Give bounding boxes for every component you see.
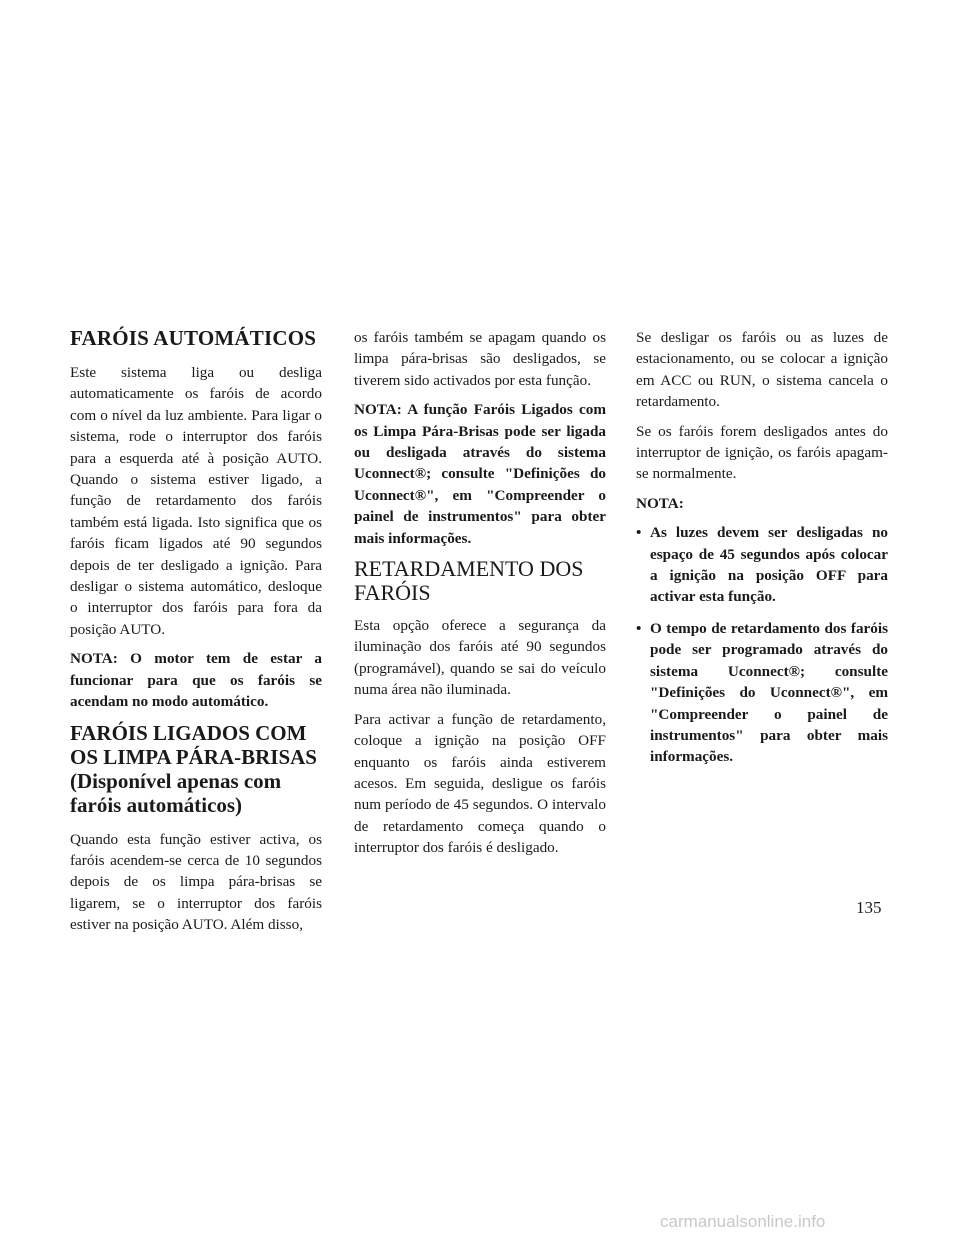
- page-number: 135: [856, 898, 882, 917]
- paragraph-wiper-continued: os faróis também se apagam quando os limpa pára-brisas são desligados, se tiverem sido activados por esta função.: [354, 329, 606, 389]
- heading-auto-headlights: FARÓIS AUTOMÁTICOS: [70, 326, 317, 350]
- bullet-icon: •: [636, 619, 642, 637]
- paragraph-delay-description: Esta opção oferece a segurança da iluminação dos faróis até 90 segundos (programável), quando se sai do veículo numa área não iluminada.: [354, 617, 606, 699]
- heading-wiper-headlights: FARÓIS LIGADOS COM OS LIMPA PÁRA-BRISAS: [70, 720, 317, 769]
- note-uconnect-wiper: NOTA: A função Faróis Ligados com os Limpa Pára-Brisas pode ser ligada ou desligada através do sistema Uconnect®; consulte "Definições do Uconnect®", em "Compreender o painel de instrumentos" para obter mais informações.: [354, 401, 606, 547]
- column-right: [636, 327, 888, 778]
- subheading-availability: (Disponível apenas com faróis automáticos): [70, 768, 282, 817]
- list-item: [636, 618, 888, 768]
- paragraph-wiper-headlights: Quando esta função estiver activa, os faróis acendem-se cerca de 10 segundos depois de os limpa pára-brisas se ligarem, se o interruptor dos faróis estiver na posição AUTO. Além disso,: [70, 830, 322, 934]
- footer-watermark: carmanualsonline.info: [660, 1212, 826, 1231]
- column-left: [70, 322, 322, 944]
- paragraph-cancel-delay: Se desligar os faróis ou as luzes de estacionamento, ou se colocar a ignição em ACC ou RUN, o sistema cancela o retardamento.: [636, 329, 888, 411]
- paragraph-auto-headlights: Este sistema liga ou desliga automaticamente os faróis de acordo com o nível da luz ambiente. Para ligar o sistema, rode o interruptor dos faróis para a esquerda até à posição AUTO. Quando o sistema estiver ligado, a função de retardamento dos faróis também está ligada. Isto significa que os faróis ficam ligados até 90 segundos depois de ter desligado a ignição. Para desligar o sistema automático, desloque o interruptor dos faróis para fora da posição AUTO.: [70, 364, 322, 638]
- heading-headlight-delay: RETARDAMENTO DOS FARÓIS: [354, 556, 584, 606]
- list-item-text: As luzes devem ser desligadas no espaço de 45 segundos após colocar a ignição na posição OFF para activar esta função.: [650, 524, 888, 606]
- column-middle: [354, 327, 606, 867]
- paragraph-normal-off: Se os faróis forem desligados antes do interruptor de ignição, os faróis apagam-se normalmente.: [636, 422, 888, 483]
- paragraph-delay-activation: Para activar a função de retardamento, coloque a ignição na posição OFF enquanto os faróis ainda estiverem acesos. Em seguida, desligue os faróis num período de 45 segundos. O intervalo de retardamento começa quando o interruptor dos faróis é desligado.: [354, 710, 606, 857]
- note-engine-running: NOTA: O motor tem de estar a funcionar para que os faróis se acendam no modo automático.: [70, 650, 322, 711]
- bullet-icon: •: [636, 524, 642, 542]
- list-item-text: O tempo de retardamento dos faróis pode ser programado através do sistema Uconnect®; consulte "Definições do Uconnect®", em "Compreender o painel de instrumentos" para obter mais informações.: [650, 619, 888, 766]
- list-item: [636, 522, 888, 608]
- note-bullet-list: [636, 522, 888, 767]
- note-label: NOTA:: [636, 494, 684, 512]
